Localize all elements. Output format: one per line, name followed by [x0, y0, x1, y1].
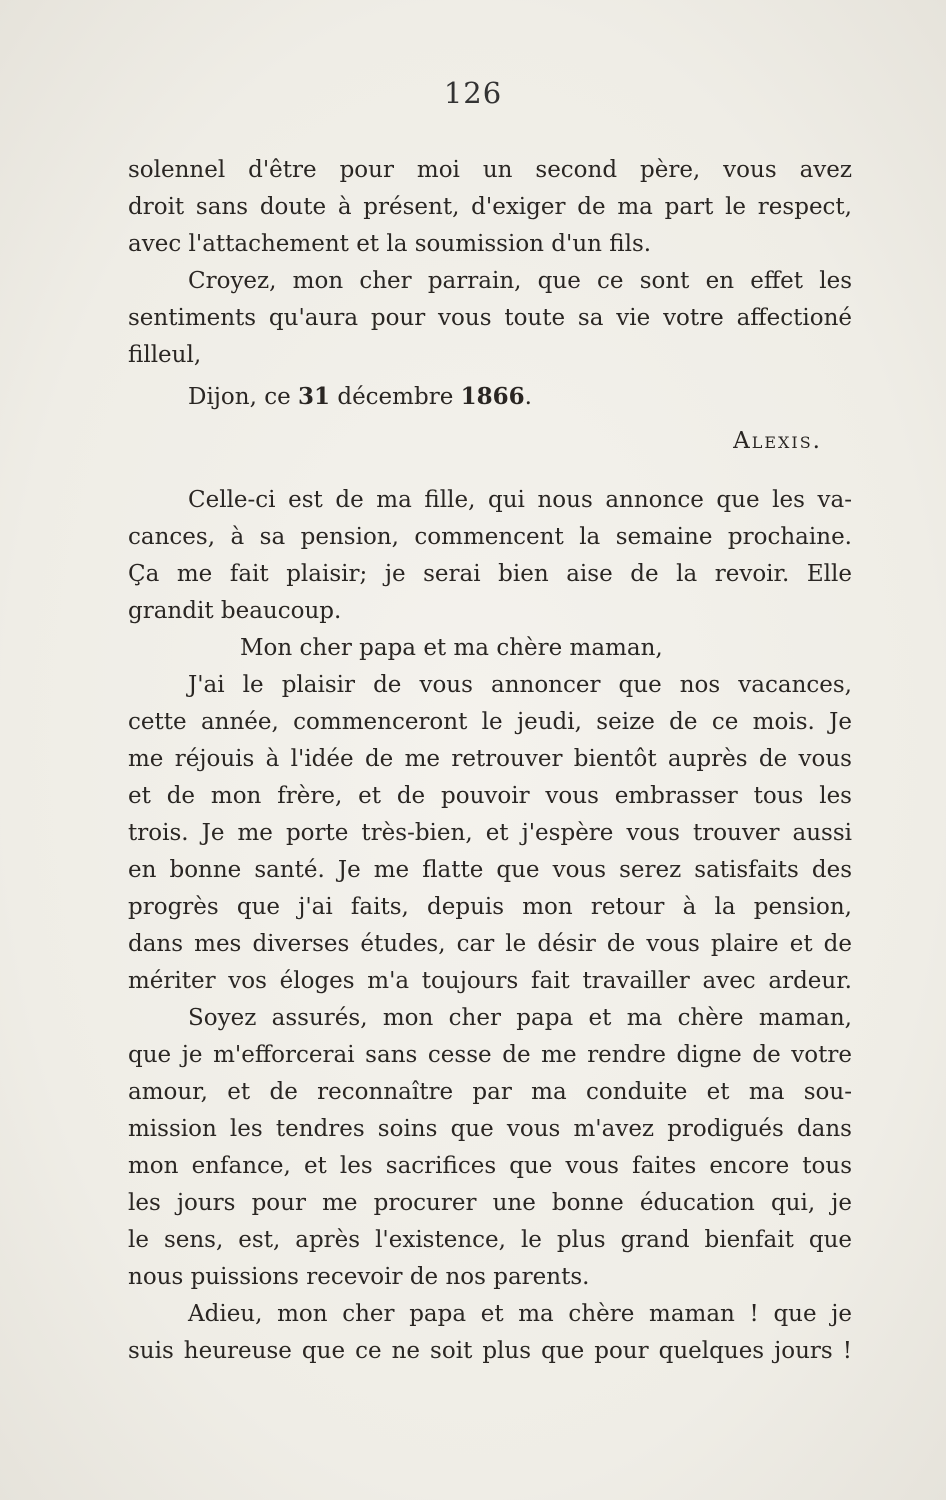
text-line: suis heureuse que ce ne soit plus que pour quelques jours !	[128, 1338, 852, 1364]
paragraph-1	[128, 152, 852, 263]
text-line: me réjouis à l'idée de me retrouver bientôt auprès de vous	[128, 746, 852, 772]
paragraph-2	[128, 263, 852, 374]
text-line: Adieu, mon cher papa et ma chère maman ! que je	[188, 1301, 852, 1327]
dateline-prefix: Dijon, ce	[188, 384, 299, 410]
section-gap	[128, 460, 852, 482]
text-line: J'ai le plaisir de vous annoncer que nos vacances,	[188, 672, 852, 698]
text-line: Soyez assurés, mon cher papa et ma chère maman,	[188, 1005, 852, 1031]
signature: Alexis.	[733, 428, 822, 454]
text-line: mon enfance, et les sacrifices que vous faites encore tous	[128, 1153, 852, 1179]
text-line: solennel d'être pour moi un second père, vous avez	[128, 157, 852, 183]
paragraph-5	[128, 1000, 852, 1296]
text-line: le sens, est, après l'existence, le plus grand bienfait que	[128, 1227, 852, 1253]
paragraph-6	[128, 1296, 852, 1370]
text-line: grandit beaucoup.	[128, 598, 342, 624]
text-line: mission les tendres soins que vous m'avez prodigués dans	[128, 1116, 852, 1142]
text-line: cette année, commenceront le jeudi, seize de ce mois. Je	[128, 709, 852, 735]
text-line: Celle-ci est de ma fille, qui nous annonce que les va-	[188, 487, 852, 513]
paragraph-4	[128, 667, 852, 1000]
text-line: dans mes diverses études, car le désir de vous plaire et de	[128, 931, 852, 957]
text-line: Ça me fait plaisir; je serai bien aise de la revoir. Elle	[128, 561, 852, 587]
dateline-suffix: .	[524, 384, 532, 410]
text-line: les jours pour me procurer une bonne éducation qui, je	[128, 1190, 852, 1216]
text-line: droit sans doute à présent, d'exiger de ma part le respect,	[128, 194, 852, 220]
dateline	[128, 378, 852, 415]
text-line: nous puissions recevoir de nos parents.	[128, 1264, 590, 1290]
text-line: filleul,	[128, 342, 202, 368]
text-line: avec l'attachement et la soumission d'un fils.	[128, 231, 652, 257]
text-line: que je m'efforcerai sans cesse de me rendre digne de votre	[128, 1042, 852, 1068]
text-line: cances, à sa pension, commencent la semaine prochaine.	[128, 524, 852, 550]
dateline-day: 31	[298, 383, 331, 410]
text-line: sentiments qu'aura pour vous toute sa vie votre affectioné	[128, 305, 852, 331]
text-line: amour, et de reconnaître par ma conduite et ma sou-	[128, 1079, 852, 1105]
dateline-year: 1866	[460, 383, 525, 410]
text-line: Croyez, mon cher parrain, que ce sont en effet les	[188, 268, 852, 294]
page-number: 126	[443, 76, 503, 110]
page-body	[128, 152, 852, 1370]
paragraph-3	[128, 482, 852, 630]
dateline-middle: décembre	[330, 384, 461, 410]
text-line: en bonne santé. Je me flatte que vous serez satisfaits des	[128, 857, 852, 883]
text-line: et de mon frère, et de pouvoir vous embrasser tous les	[128, 783, 852, 809]
text-line: mériter vos éloges m'a toujours fait travailler avec ardeur.	[128, 968, 852, 994]
salutation: Mon cher papa et ma chère maman,	[240, 635, 663, 661]
text-line: trois. Je me porte très-bien, et j'espère vous trouver aussi	[128, 820, 852, 846]
text-line: progrès que j'ai faits, depuis mon retour à la pension,	[128, 894, 852, 920]
